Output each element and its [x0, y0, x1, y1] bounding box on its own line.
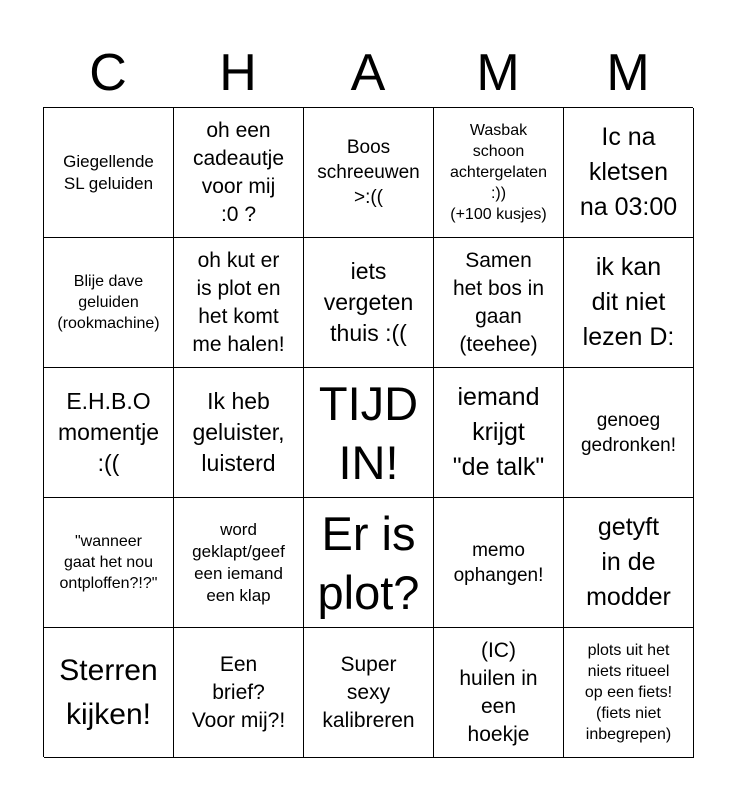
bingo-cell-r1c1[interactable] [44, 108, 174, 238]
cell-text: plots uit het niets ritueel op een fiets! (fiets niet inbegrepen) [584, 642, 673, 743]
cell-text: E.H.B.O momentje :(( [58, 388, 159, 476]
header-letter-h: H [219, 44, 257, 102]
cell-text: "wanneer gaat het nou ontploffen?!?" [59, 533, 158, 592]
cell-text: Ic na kletsen na 03:00 [579, 123, 678, 221]
bingo-header [43, 40, 693, 106]
cell-text: Giegellende SL geluiden [63, 151, 154, 193]
cell-text: Sterren kijken! [59, 653, 158, 731]
bingo-cell-r3c3[interactable] [304, 368, 434, 498]
cell-text: iemand krijgt "de talk" [452, 383, 545, 481]
cell-text: Wasbak schoon achtergelaten :)) (+100 kusjes) [450, 122, 547, 223]
bingo-cell-r3c1[interactable] [44, 368, 174, 498]
cell-text: oh kut er is plot en het komt me halen! [192, 248, 285, 356]
cell-text: word geklapt/geef een iemand een klap [192, 519, 285, 605]
bingo-grid [43, 107, 693, 757]
bingo-cell-r5c4[interactable] [434, 628, 564, 758]
bingo-cell-r3c2[interactable] [174, 368, 304, 498]
bingo-cell-r3c5[interactable] [564, 368, 694, 498]
cell-text: (IC) huilen in een hoekje [459, 638, 538, 746]
bingo-cell-r1c2[interactable] [174, 108, 304, 238]
bingo-cell-r2c4[interactable] [434, 238, 564, 368]
bingo-cell-r4c1[interactable] [44, 498, 174, 628]
bingo-cell-r2c2[interactable] [174, 238, 304, 368]
cell-text: Super sexy kalibreren [322, 652, 415, 732]
bingo-cell-r3c4[interactable] [434, 368, 564, 498]
cell-text: Blije dave geluiden (rookmachine) [57, 273, 160, 332]
cell-text: ik kan dit niet lezen D: [582, 253, 675, 351]
cell-text: getyft in de modder [586, 513, 671, 611]
cell-text: Er is plot? [317, 506, 420, 619]
bingo-cell-r1c4[interactable] [434, 108, 564, 238]
bingo-cell-r4c3[interactable] [304, 498, 434, 628]
bingo-cell-r2c1[interactable] [44, 238, 174, 368]
header-letter-a: A [350, 44, 386, 102]
bingo-cell-r5c2[interactable] [174, 628, 304, 758]
cell-text: Samen het bos in gaan (teehee) [452, 248, 545, 356]
cell-text: Boos schreeuwen >:(( [317, 137, 420, 208]
cell-text: Ik heb geluister, luisterd [192, 388, 285, 476]
bingo-cell-r4c2[interactable] [174, 498, 304, 628]
cell-text: oh een cadeautje voor mij :0 ? [192, 118, 285, 226]
cell-text: TIJD IN! [318, 376, 419, 489]
bingo-cell-r5c1[interactable] [44, 628, 174, 758]
cell-text: memo ophangen! [453, 539, 544, 586]
cell-text: Een brief? Voor mij?! [191, 652, 286, 732]
bingo-cell-r5c5[interactable] [564, 628, 694, 758]
header-letter-m1: M [476, 44, 520, 102]
bingo-cell-r2c3[interactable] [304, 238, 434, 368]
bingo-cell-r4c4[interactable] [434, 498, 564, 628]
header-letter-m2: M [606, 44, 650, 102]
bingo-cell-r1c5[interactable] [564, 108, 694, 238]
header-letter-c: C [89, 44, 127, 102]
bingo-cell-r2c5[interactable] [564, 238, 694, 368]
cell-text: genoeg gedronken! [580, 409, 677, 456]
bingo-cell-r1c3[interactable] [304, 108, 434, 238]
bingo-cell-r4c5[interactable] [564, 498, 694, 628]
bingo-cell-r5c3[interactable] [304, 628, 434, 758]
cell-text: iets vergeten thuis :(( [323, 258, 414, 346]
